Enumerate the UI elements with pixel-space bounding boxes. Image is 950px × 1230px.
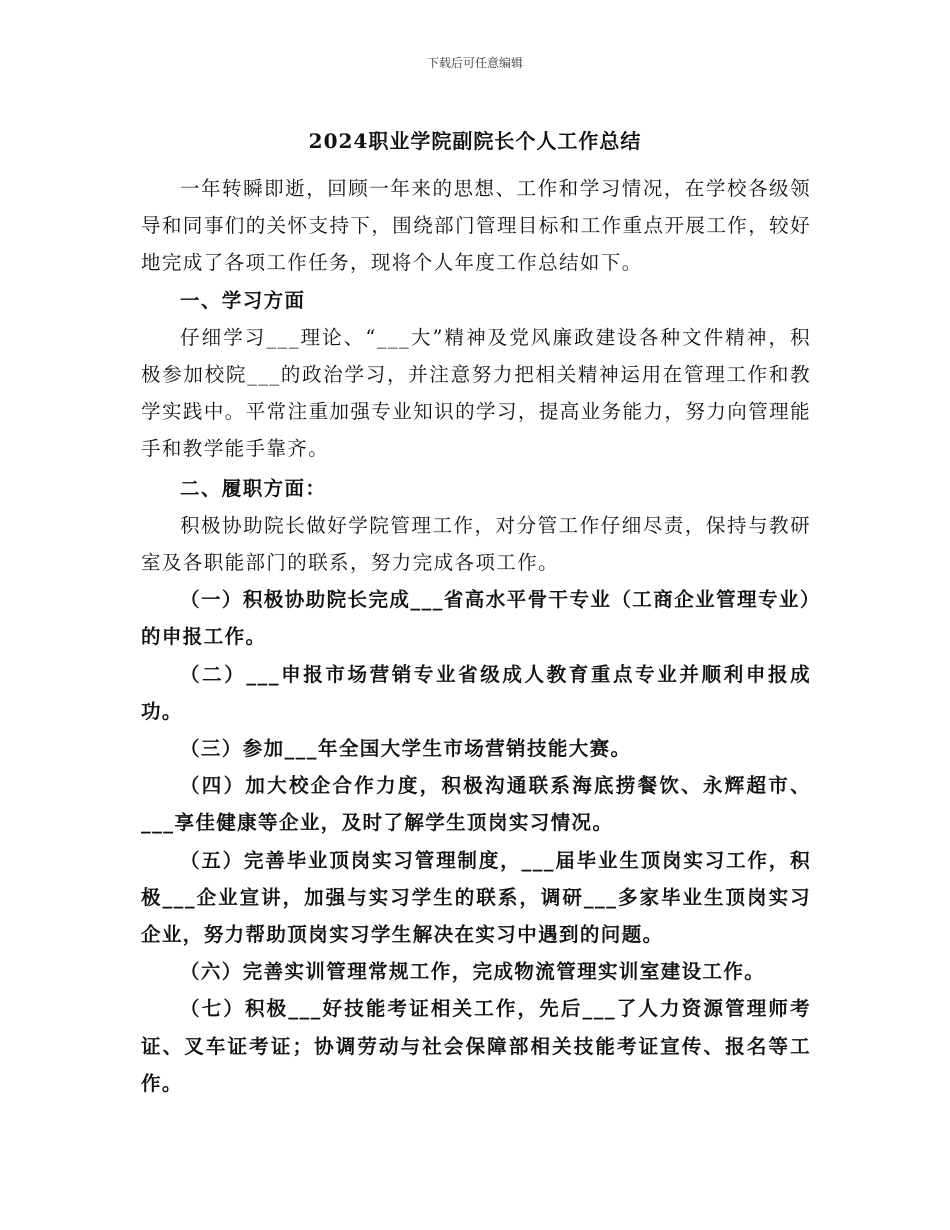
duty-item-4: （四）加大校企合作力度，积极沟通联系海底捞餐饮、永辉超市、___享佳健康等企业，及时了解学生顶岗实习情况。 xyxy=(141,774,811,835)
duty-item-6: （六）完善实训管理常规工作，完成物流管理实训室建设工作。 xyxy=(180,960,766,984)
section-heading-duties: 二、履职方面： xyxy=(180,476,327,500)
duty-item-3: （三）参加___年全国大学生市场营销技能大赛。 xyxy=(180,737,632,761)
document-body xyxy=(141,170,811,1102)
duty-item-2: （二）___申报市场营销专业省级成人教育重点专业并顺利申报成功。 xyxy=(141,662,811,723)
intro-paragraph: 一年转瞬即逝，回顾一年来的思想、工作和学习情况，在学校各级领导和同事们的关怀支持下，围绕部门管理目标和工作重点开展工作，较好地完成了各项工作任务，现将个人年度工作总结如下。 xyxy=(141,177,811,275)
section-heading-study: 一、学习方面 xyxy=(180,288,306,312)
duty-item-5: （五）完善毕业顶岗实习管理制度，___届毕业生顶岗实习工作，积极___企业宣讲，加强与实习学生的联系，调研___多家毕业生顶岗实习企业，努力帮助顶岗实习学生解决在实习中遇到的问题。 xyxy=(141,848,811,947)
header-note: 下载后可任意编辑 xyxy=(426,56,523,70)
study-paragraph: 仔细学习___理论、“___大”精神及党风廉政建设各种文件精神，积极参加校院___的政治学习，并注意努力把相关精神运用在管理工作和教学实践中。平常注重加强专业知识的学习，提高业务能力，努力向管理能手和教学能手靠齐。 xyxy=(141,325,811,461)
duty-item-1: （一）积极协助院长完成___省高水平骨干专业（工商企业管理专业）的申报工作。 xyxy=(141,588,811,649)
duties-paragraph: 积极协助院长做好学院管理工作，对分管工作仔细尽责，保持与教研室及各职能部门的联系，努力完成各项工作。 xyxy=(141,513,811,575)
document-title: 2024职业学院副院长个人工作总结 xyxy=(308,129,642,153)
duty-item-7: （七）积极___好技能考证相关工作，先后___了人力资源管理师考证、叉车证考证；协调劳动与社会保障部相关技能考证宣传、报名等工作。 xyxy=(141,997,811,1095)
